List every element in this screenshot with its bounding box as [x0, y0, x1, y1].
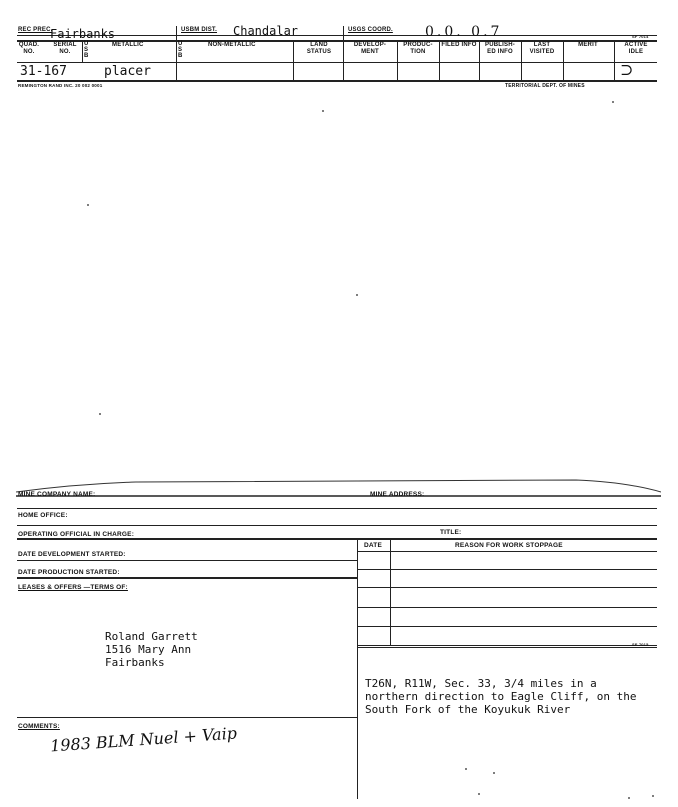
date-production-label: DATE PRODUCTION STARTED: — [18, 569, 120, 576]
rec-prec-label: REC PREC. — [18, 27, 53, 33]
rule — [357, 645, 657, 646]
col-divider — [343, 62, 344, 80]
rule — [17, 577, 357, 579]
metallic-value: placer — [104, 64, 151, 79]
usb-marker-1: U S B — [84, 41, 89, 59]
col-divider — [176, 62, 177, 80]
rule — [17, 525, 657, 526]
col-divider — [614, 41, 615, 80]
mine-address-label: MINE ADDRESS: — [370, 491, 425, 498]
rule — [17, 560, 357, 561]
location-line-2: northern direction to Eagle Cliff, on the — [365, 690, 637, 703]
rule — [357, 569, 657, 570]
rule — [17, 717, 357, 718]
land-status-header: LAND STATUS — [306, 42, 332, 55]
home-office-label: HOME OFFICE: — [18, 512, 68, 519]
usbm-dist-label: USBM DIST. — [181, 27, 218, 33]
mine-company-name-label: MINE COMPANY NAME: — [18, 491, 96, 498]
last-visited-header: LAST VISITED — [529, 42, 555, 55]
rule — [357, 607, 657, 608]
col-divider — [521, 41, 522, 80]
speck — [628, 797, 630, 799]
usgs-coord-value: 0.0. 0.7 — [425, 24, 503, 40]
merit-header: MERIT — [578, 42, 598, 48]
serial-no-header: SERIAL NO. — [53, 42, 77, 55]
location-line-3: South Fork of the Koyukuk River — [365, 703, 571, 716]
metallic-header: METALLIC — [112, 42, 144, 48]
published-info-header: PUBLISH-ED INFO — [485, 42, 515, 55]
header-mid-rule — [17, 62, 657, 63]
lease-name: Roland Garrett — [105, 630, 198, 643]
date-column-header: DATE — [364, 542, 383, 549]
usgs-coord-label: USGS COORD. — [348, 27, 393, 33]
speck — [612, 101, 614, 103]
rule — [17, 538, 657, 540]
lease-street: 1516 Mary Ann — [105, 643, 192, 656]
rule — [357, 587, 657, 588]
department-imprint: TERRITORIAL DEPT. OF MINES — [505, 83, 585, 89]
operating-official-label: OPERATING OFFICIAL IN CHARGE: — [18, 531, 135, 538]
rule — [357, 647, 657, 648]
speck — [99, 413, 101, 415]
card-edge-curve — [16, 470, 661, 500]
speck — [478, 793, 480, 795]
speck — [356, 294, 358, 296]
lease-city: Fairbanks — [105, 656, 165, 669]
speck — [652, 795, 654, 797]
comments-label: COMMENTS: — [18, 723, 60, 730]
col-divider — [397, 41, 398, 80]
rule — [357, 626, 657, 627]
rule — [17, 508, 657, 509]
table-left-border — [357, 539, 358, 799]
rec-prec-value: Fairbanks — [50, 27, 116, 41]
non-metallic-header: NON-METALLIC — [208, 42, 256, 48]
production-header: PRODUC-TION — [403, 42, 433, 55]
speck — [493, 772, 495, 774]
date-development-label: DATE DEVELOPMENT STARTED: — [18, 551, 126, 558]
form-code: SF 7014 — [632, 34, 649, 39]
speck — [87, 204, 89, 206]
col-divider — [479, 41, 480, 80]
location-line-1: T26N, R11W, Sec. 33, 3/4 miles in a — [365, 677, 597, 690]
quad-no-header: QUAD. NO. — [18, 42, 40, 55]
header-bottom-rule — [17, 80, 657, 82]
quad-serial-value: 31-167 — [20, 64, 67, 79]
comments-handwriting: 1983 BLM Nuel + Vaip — [49, 723, 238, 756]
col-divider — [82, 41, 83, 62]
rule — [357, 551, 657, 552]
usbm-dist-value: Chandalar — [233, 24, 299, 38]
col-divider — [293, 41, 294, 80]
reason-column-header: REASON FOR WORK STOPPAGE — [455, 542, 563, 549]
col-divider — [563, 41, 564, 80]
development-header: DEVELOP-MENT — [353, 42, 387, 55]
col-divider — [439, 41, 440, 80]
form-code-2: SF 7015 — [632, 642, 649, 647]
title-label: TITLE: — [440, 529, 462, 536]
date-column-divider — [390, 539, 391, 645]
printer-imprint: REMINGTON RAND INC. 20 002 0001 — [18, 83, 103, 88]
usb-marker-2: U S B — [178, 41, 183, 59]
speck — [465, 768, 467, 770]
active-idle-mark: ⊃ — [620, 60, 634, 79]
active-idle-header: ACTIVE IDLE — [624, 42, 648, 55]
leases-offers-label: LEASES & OFFERS —TERMS OF: — [18, 584, 128, 591]
filed-info-header: FILED INFO — [441, 42, 477, 48]
speck — [322, 110, 324, 112]
